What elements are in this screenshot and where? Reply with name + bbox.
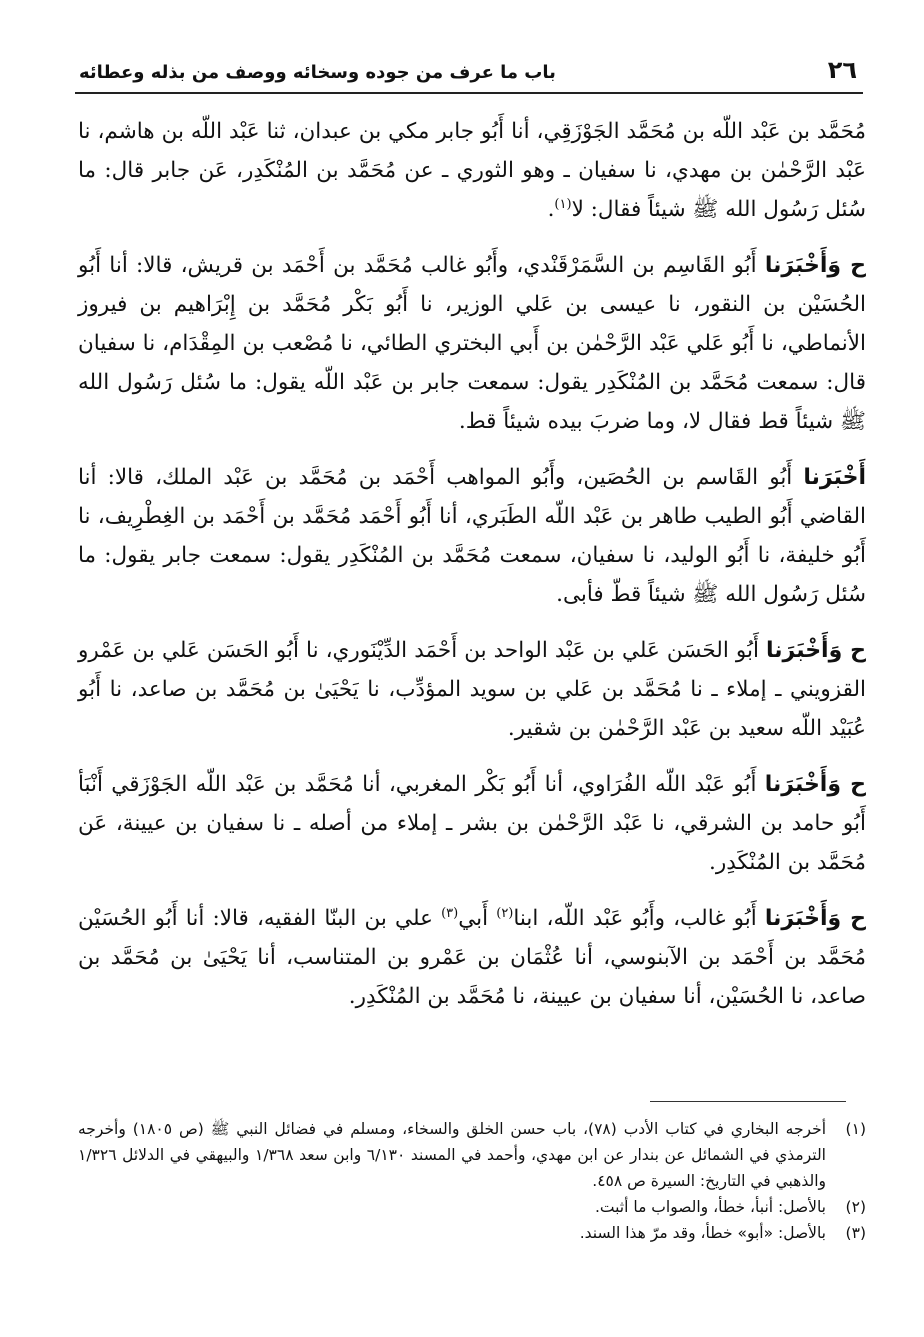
paragraph	[78, 112, 866, 229]
main-text	[78, 112, 866, 1033]
paragraph	[78, 899, 866, 1016]
footnote	[78, 1194, 866, 1220]
footnotes	[78, 1116, 866, 1246]
footnote-number: (٢)	[845, 1198, 866, 1216]
page-header	[75, 52, 863, 94]
footnote-text: بالأصل: أنبأ، خطأ، والصواب ما أثبت.	[594, 1198, 826, 1216]
footnote-text: بالأصل: «أبو» خطأ، وقد مرّ هذا السند.	[579, 1224, 826, 1242]
footnote	[78, 1220, 866, 1246]
footnote-ref: (٣)	[441, 905, 459, 921]
footnote-separator	[650, 1101, 846, 1102]
paragraph	[78, 246, 866, 441]
running-title: باب ما عرف من جوده وسخائه ووصف من بذله وعطائه	[79, 62, 556, 83]
paragraph-text: مُحَمَّد بن عَبْد اللّه بن مُحَمَّد الجَوْزَقِي، أنا أَبُو جابر مكي بن عبدان، ثنا عَبْد اللّه بن هاشم، نا عَبْد الرَّحْمٰن بن مهدي، نا سفيان ـ وهو الثوري ـ عن مُحَمَّد بن المُنْكَدِر، عَن جابر قال: ما سُئل رَسُول الله ﷺ شيئاً فقال: لا	[78, 119, 866, 222]
paragraph	[78, 458, 866, 614]
paragraph-end: .	[547, 197, 555, 222]
paragraph-lead: ح وَأَخْبَرَنا	[764, 772, 866, 797]
footnote-number: (٣)	[845, 1224, 866, 1242]
footnote-ref: (٢)	[496, 905, 514, 921]
paragraph-lead: ح وَأَخْبَرَنا	[764, 253, 866, 278]
paragraph-text: أَبُو القَاسِم بن السَّمَرْقَنْدي، وأَبُو غالب مُحَمَّد بن أَحْمَد بن قريش، قالا: أنا أَبُو الحُسَيْن بن النقور، نا عيسى بن عَلي الوزير، نا أَبُو بَكْر مُحَمَّد بن إِبْرَاهيم بن فيروز الأنماطي، نا أَبُو عَلي عَبْد الرَّحْمٰن بن أَبي البختري الطائي، نا مُصْعب بن المِقْدَام، نا سفيان قال: سمعت مُحَمَّد بن المُنْكَدِر يقول: سمعت جابر بن عَبْد اللّه يقول: ما سُئل رَسُول الله ﷺ شيئاً قط فقال لا، وما ضربَ بيده شيئاً قط.	[78, 253, 866, 434]
paragraph-text: علي بن البنّا الفقيه، قالا: أنا أَبُو الحُسَيْن مُحَمَّد بن أَحْمَد بن الآبنوسي، أنا عُثْمَان بن عَمْرو بن المتناسب، أنا يَحْيَىٰ بن مُحَمَّد بن صاعد، نا الحُسَيْن، أنا سفيان بن عيينة، نا مُحَمَّد بن المُنْكَدِر.	[78, 906, 866, 1009]
footnote-number: (١)	[845, 1120, 866, 1138]
paragraph-text: أَبُو غالب، وأَبُو عَبْد اللّه، ابنا	[513, 906, 765, 931]
footnote-text: أخرجه البخاري في كتاب الأدب (٧٨)، باب حسن الخلق والسخاء، ومسلم في فضائل النبي ﷺ (ص ١٨٠٥) وأخرجه الترمذي في الشمائل عن بندار عن ابن مهدي، وأحمد في المسند ٦/١٣٠ وابن سعد ١/٣٦٨ والبيهقي في الدلائل ١/٣٢٦ والذهبي في التاريخ: السيرة ص ٤٥٨.	[78, 1120, 826, 1190]
paragraph	[78, 631, 866, 748]
paragraph-text: أَبُو الحَسَن عَلي بن عَبْد الواحد بن أَحْمَد الدِّيْنَوري، نا أَبُو الحَسَن عَلي بن عَمْرو القزويني ـ إملاء ـ نا مُحَمَّد بن عَلي بن سويد المؤدِّب، نا يَحْيَىٰ بن مُحَمَّد بن صاعد، نا أَبُو عُبَيْد اللّه سعيد بن عَبْد الرَّحْمٰن بن شقير.	[78, 638, 866, 741]
paragraph	[78, 765, 866, 882]
paragraph-lead: ح وَأَخْبَرَنا	[766, 638, 866, 663]
footnote	[78, 1116, 866, 1194]
paragraph-text: أَبُو القَاسم بن الحُصَين، وأَبُو المواهب أَحْمَد بن مُحَمَّد بن عَبْد الملك، قالا: أنا القاضي أَبُو الطيب طاهر بن عَبْد اللّه الطَبَري، أنا أَبُو أَحْمَد مُحَمَّد بن أَحْمَد بن الغِطْرِيف، نا أَبُو خليفة، نا أَبُو الوليد، نا سفيان، سمعت مُحَمَّد بن المُنْكَدِر يقول: سمعت جابر يقول: ما سُئل رَسُول الله ﷺ شيئاً قطّ فأبى.	[78, 465, 866, 607]
paragraph-text: أَبُو عَبْد اللّه الفُرَاوي، أنا أَبُو بَكْر المغربي، أنا مُحَمَّد بن عَبْد اللّه الجَوْزَقي أَنْبَأ أَبُو حامد بن الشرقي، نا عَبْد الرَّحْمٰن بن بشر ـ إملاء من أصله ـ نا سفيان بن عيينة، عَن مُحَمَّد بن المُنْكَدِر.	[78, 772, 866, 875]
page-number: ٢٦	[827, 56, 857, 84]
paragraph-lead: ح وَأَخْبَرَنا	[764, 906, 866, 931]
paragraph-text: أَبي	[458, 906, 497, 931]
paragraph-lead: أَخْبَرَنا	[803, 465, 866, 490]
footnote-ref: (١)	[554, 196, 572, 212]
